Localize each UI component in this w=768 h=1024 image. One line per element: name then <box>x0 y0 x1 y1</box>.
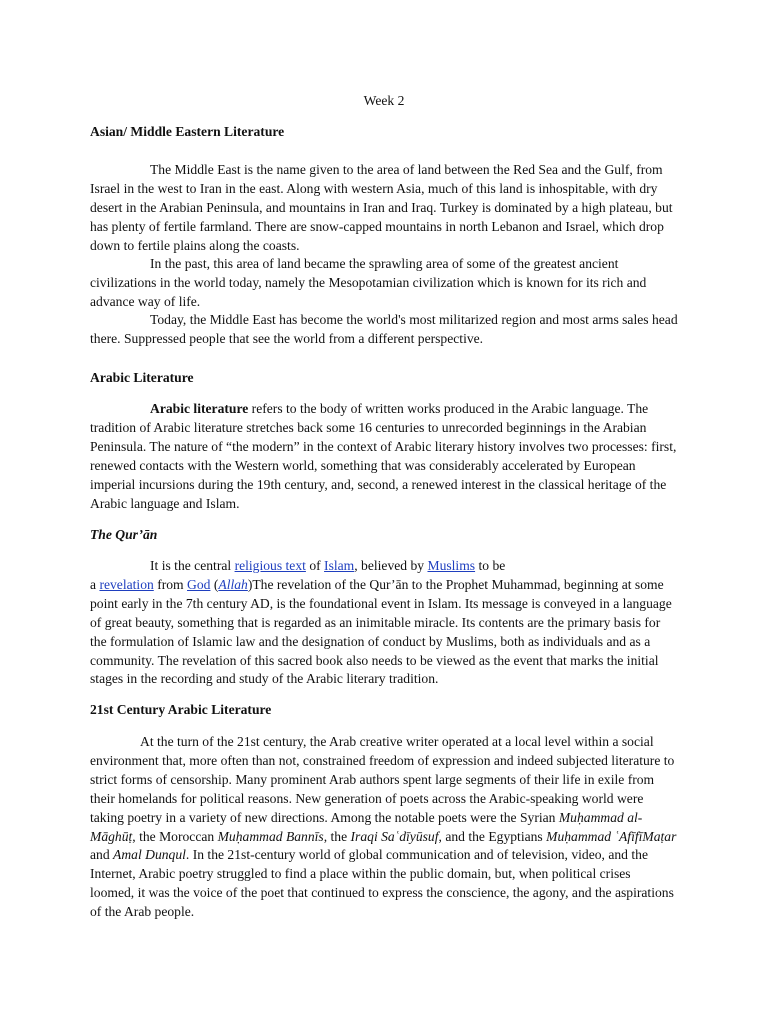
poet-bannis: Muḥammad Bannīs <box>217 828 324 844</box>
poet-matar: Muḥammad ʿAfīfīMaṭar <box>546 828 677 844</box>
arabic-literature-term: Arabic literature <box>150 401 249 416</box>
religious-text-link[interactable]: religious text <box>234 558 306 573</box>
arabic-literature-heading: Arabic Literature <box>90 370 194 385</box>
poet-yusuf: Iraqi Saʿdīyūsuf <box>350 828 439 844</box>
week-label: Week 2 <box>363 93 405 108</box>
intro-paragraph-2: In the past, this area of land became the sprawling area of some of the greatest ancient civilizations in the world today, namely the Mesopotamian civilization which is known for its rich and advance way of life. <box>90 256 647 309</box>
intro-paragraph-1: The Middle East is the name given to the area of land between the Red Sea and the Gulf, from Israel in the west to Iran in the east. Along with western Asia, much of this land is inhospitable, with dry desert in the Arabian Peninsula, and mountains in Iran and Iraq. Turkey is dominated by a high plateau, but has plenty of fertile farmland. There are snow-capped mountains in north Lebanon and Israel, which drop down to fertile plains along the coasts. <box>90 162 673 253</box>
revelation-link[interactable]: revelation <box>99 576 154 592</box>
islam-link[interactable]: Islam <box>324 558 355 573</box>
quran-paragraph: It is the central religious text of Islam, believed by Muslims to be a revelation from God (Allah)The revelation of the Qur’ān to the Prophet Muhammad, beginning at some point early in the 7th century AD, is the foundational event in Islam. Its message is conveyed in a language of great beauty, something that is regarded as an inimitable miracle. Its contents are the primary basis for the formulation of Islamic law and the designation of conduct by Muslims, both as individuals and as a community. The revelation of this sacred book also needs to be viewed as the event that marks the initial stages in the recording and study of the Arabic literary tradition. <box>90 558 672 687</box>
poet-dunqul: Amal Dunqul <box>113 847 186 863</box>
poet-maghut: Muḥammad al-Māghūṭ <box>90 809 643 844</box>
arabic-literature-paragraph: Arabic literature refers to the body of written works produced in the Arabic language. The tradition of Arabic literature stretches back some 16 centuries to unrecorded beginnings in the Arabian Peninsula. The nature of “the modern” in the context of Arabic literary history involves two processes: first, renewed contacts with the Western world, something that was considerably accelerated by European imperial incursions during the 19th century, and, second, a renewed interest in the classical heritage of the Arabic language and Islam. <box>90 401 677 511</box>
muslims-link[interactable]: Muslims <box>427 558 476 573</box>
quran-heading: The Qur’ān <box>90 527 158 542</box>
god-link[interactable]: God <box>187 576 211 592</box>
century21-paragraph: At the turn of the 21st century, the Arab creative writer operated at a local level within a social environment that, more often than not, constrained freedom of expression and indeed subjected literature to strict forms of censorship. Many prominent Arab authors spent large segments of their life in exile from their homelands for political reasons. New generation of poets across the Arabic-speaking world were taking poetry in a variety of new directions. Among the notable poets were the Syrian Muḥammad al-Māghūṭ, the Moroccan Muḥammad Bannīs, the Iraqi Saʿdīyūsuf, and the Egyptians Muḥammad ʿAfīfīMaṭar and Amal Dunqul. In the 21st-century world of global communication and of television, video, and the Internet, Arabic poetry struggled to find a place within the public domain, but, when political crises loomed, it was the voice of the poet that continued to express the conscience, the agony, and the aspirations of the Arab people. <box>90 734 677 920</box>
century21-heading: 21st Century Arabic Literature <box>90 702 272 717</box>
document-title: Asian/ Middle Eastern Literature <box>90 124 285 139</box>
intro-paragraph-3: Today, the Middle East has become the world's most militarized region and most arms sales head there. Suppressed people that see the world from a different perspective. <box>90 312 678 346</box>
allah-link[interactable]: Allah <box>218 576 248 592</box>
